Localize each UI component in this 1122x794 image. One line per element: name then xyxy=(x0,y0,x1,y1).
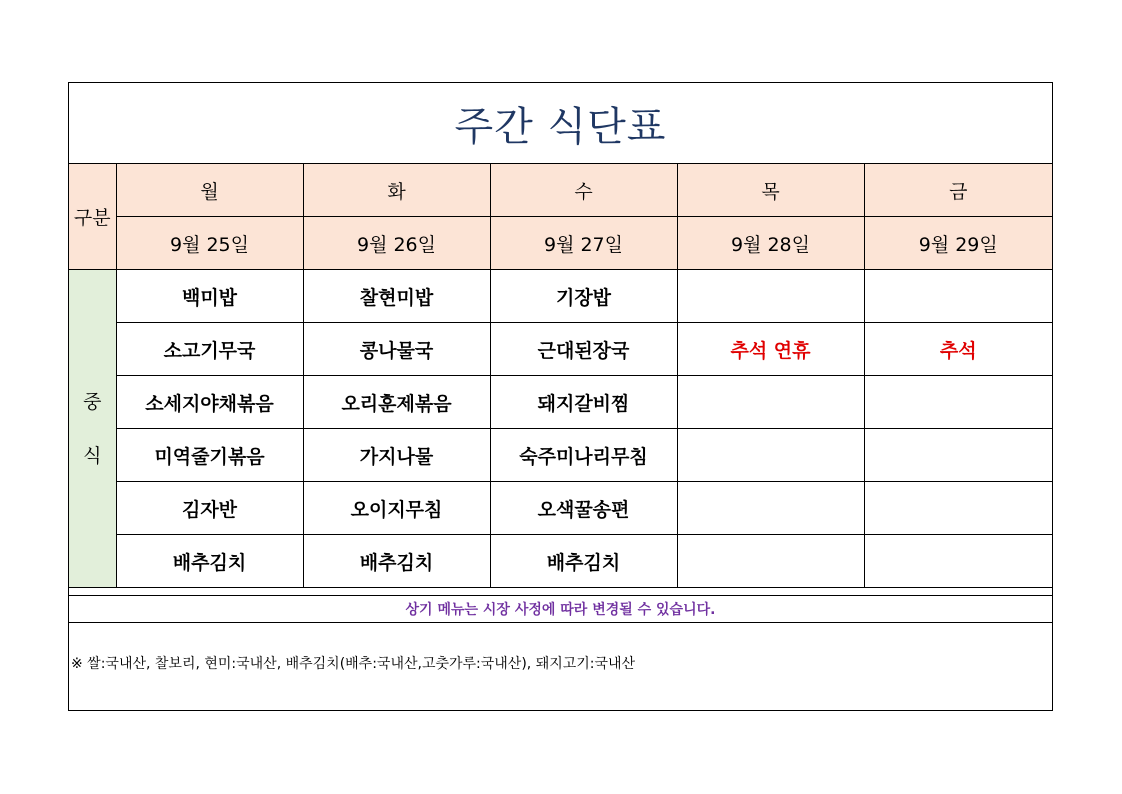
menu-cell xyxy=(677,535,864,588)
menu-cell xyxy=(864,535,1052,588)
day-header-mon: 월 xyxy=(116,164,303,217)
menu-cell: 돼지갈비찜 xyxy=(490,376,677,429)
date-header-wed: 9월 27일 xyxy=(490,217,677,270)
menu-cell xyxy=(677,482,864,535)
menu-table xyxy=(69,164,1052,588)
menu-cell: 김자반 xyxy=(116,482,303,535)
menu-cell: 미역줄기볶음 xyxy=(116,429,303,482)
menu-cell: 소고기무국 xyxy=(116,323,303,376)
menu-row xyxy=(69,376,1052,429)
menu-cell xyxy=(677,376,864,429)
day-header-fri: 금 xyxy=(864,164,1052,217)
lunch-label-char: 중 xyxy=(83,390,102,413)
menu-cell: 오색꿀송편 xyxy=(490,482,677,535)
lunch-label-char: 식 xyxy=(83,444,102,467)
menu-row xyxy=(69,270,1052,323)
date-header-mon: 9월 25일 xyxy=(116,217,303,270)
menu-cell: 가지나물 xyxy=(303,429,490,482)
menu-cell: 배추김치 xyxy=(490,535,677,588)
menu-change-note: 상기 메뉴는 시장 사정에 따라 변경될 수 있습니다. xyxy=(69,595,1052,623)
menu-cell: 기장밥 xyxy=(490,270,677,323)
menu-cell: 오리훈제볶음 xyxy=(303,376,490,429)
menu-cell: 근대된장국 xyxy=(490,323,677,376)
menu-cell: 백미밥 xyxy=(116,270,303,323)
menu-row xyxy=(69,429,1052,482)
menu-cell: 소세지야채볶음 xyxy=(116,376,303,429)
lunch-label xyxy=(69,270,116,588)
date-header-fri: 9월 29일 xyxy=(864,217,1052,270)
menu-cell: 배추김치 xyxy=(116,535,303,588)
page-title: 주간 식단표 xyxy=(69,83,1052,164)
menu-cell: 배추김치 xyxy=(303,535,490,588)
gubun-header: 구분 xyxy=(69,164,116,270)
menu-cell: 찰현미밥 xyxy=(303,270,490,323)
date-header-thu: 9월 28일 xyxy=(677,217,864,270)
origin-info: ※ 쌀:국내산, 찰보리, 현미:국내산, 배추김치(배추:국내산,고춧가루:국내산), 돼지고기:국내산 xyxy=(71,656,636,672)
menu-cell xyxy=(864,270,1052,323)
day-header-tue: 화 xyxy=(303,164,490,217)
menu-cell xyxy=(864,376,1052,429)
menu-cell xyxy=(677,270,864,323)
day-header-wed: 수 xyxy=(490,164,677,217)
menu-cell: 숙주미나리무침 xyxy=(490,429,677,482)
holiday-cell: 추석 연휴 xyxy=(677,323,864,376)
menu-cell xyxy=(864,429,1052,482)
menu-cell xyxy=(864,482,1052,535)
menu-row xyxy=(69,482,1052,535)
menu-cell: 오이지무침 xyxy=(303,482,490,535)
day-header-thu: 목 xyxy=(677,164,864,217)
menu-row xyxy=(69,323,1052,376)
menu-cell xyxy=(677,429,864,482)
date-header-tue: 9월 26일 xyxy=(303,217,490,270)
menu-sheet xyxy=(68,82,1053,711)
holiday-cell: 추석 xyxy=(864,323,1052,376)
menu-row xyxy=(69,535,1052,588)
menu-cell: 콩나물국 xyxy=(303,323,490,376)
